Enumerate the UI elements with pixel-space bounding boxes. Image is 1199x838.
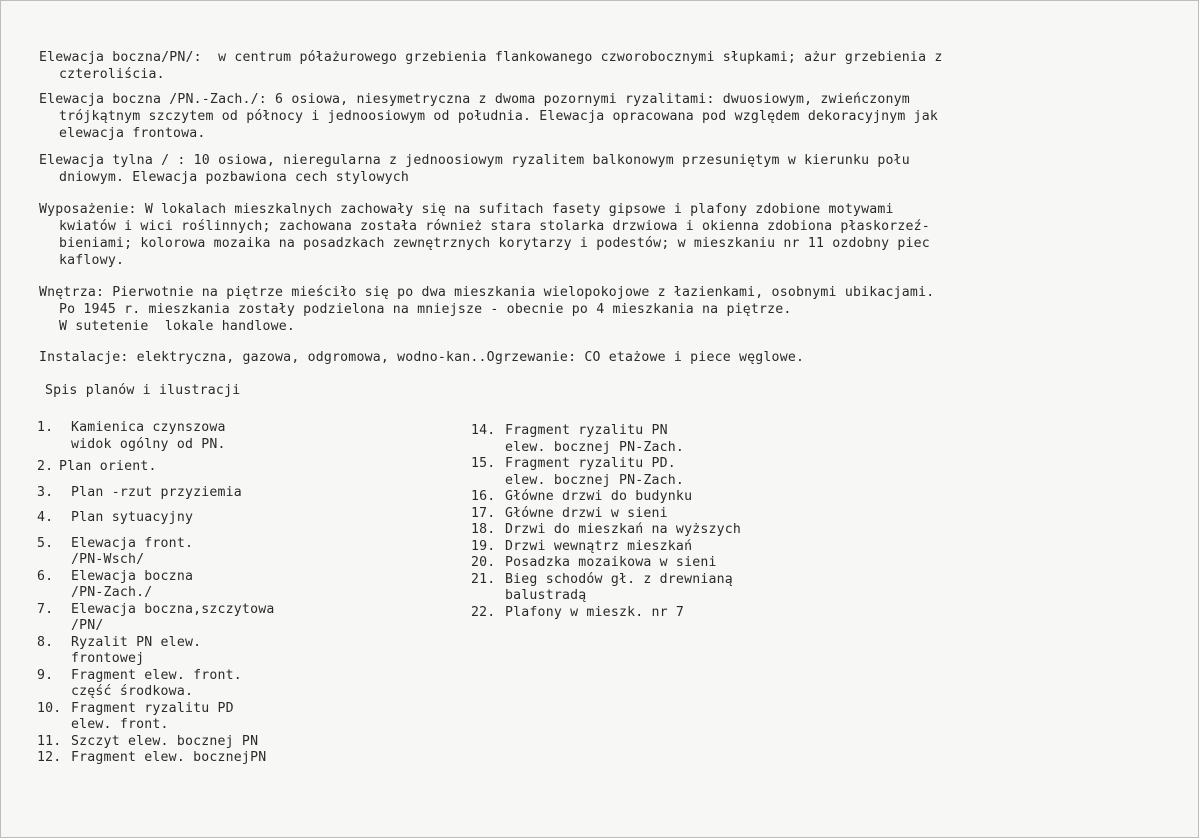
item-text: Fragment ryzalitu PD <box>71 700 234 716</box>
item-number: 6. <box>37 568 54 584</box>
item-number: 4. <box>37 510 54 525</box>
item-text: Fragment ryzalitu PD. <box>505 456 676 471</box>
text-line: Wnętrza: Pierwotnie na piętrze mieściło się po dwa mieszkania wielopokojowe z łazienkami, osobnymi ubikacjami. <box>39 285 935 300</box>
item-text: Elewacja front. <box>71 535 194 551</box>
item-number: 8. <box>37 634 54 650</box>
item-number: 21. <box>471 571 496 587</box>
item-number: 18. <box>471 522 496 537</box>
item-text: Elewacja boczna <box>71 568 194 584</box>
item-text: Posadzka mozaikowa w sieni <box>505 555 717 570</box>
item-text: Ryzalit PN elew. <box>71 634 202 650</box>
item-number: 17. <box>471 505 496 521</box>
list-heading: Spis planów i ilustracji <box>45 383 241 398</box>
text-line: czteroliścia. <box>59 67 165 82</box>
text-line: kwiatów i wici roślinnych; zachowana została również stara stolarka drzwiowa i okienna zdobiona płaskorzeź- <box>59 219 930 234</box>
list-item <box>471 489 871 506</box>
text-line: trójkątnym szczytem od północy i jednoosiowym od południa. Elewacja opracowana pod względem dekoracyjnym jak <box>59 109 939 124</box>
text-line: Elewacja boczna/PN/: w centrum półażurowego grzebienia flankowanego czworobocznymi słupkami; ażur grzebienia z <box>39 50 943 65</box>
list-item <box>471 572 871 605</box>
item-text: Główne drzwi do budynku <box>505 489 693 504</box>
item-text: Fragment elew. front. <box>71 667 242 683</box>
text-line: elewacja frontowa. <box>59 126 206 141</box>
item-text: Plan orient. <box>59 459 157 474</box>
list-item <box>471 539 871 556</box>
text-line: dniowym. Elewacja pozbawiona cech stylowych <box>59 170 410 185</box>
list-item <box>471 423 871 456</box>
item-number: 5. <box>37 535 54 551</box>
list-item <box>471 456 871 489</box>
item-number: 20. <box>471 555 496 570</box>
item-number: 7. <box>37 601 54 617</box>
item-text: Kamienica czynszowa <box>71 420 226 435</box>
item-number: 1. <box>37 420 54 435</box>
paragraph-installations <box>39 349 1149 366</box>
item-text: Bieg schodów gł. z drewnianą <box>505 571 733 587</box>
item-number: 2. <box>37 459 54 474</box>
list-item <box>37 635 457 668</box>
list-item <box>37 510 457 527</box>
item-text: Szczyt elew. bocznej PN <box>71 733 259 749</box>
item-text: Plan sytuacyjny <box>71 510 194 525</box>
item-text: /PN-Wsch/ <box>71 552 145 567</box>
item-text: Plan -rzut przyziemia <box>71 484 242 500</box>
item-number: 10. <box>37 700 62 716</box>
list-item <box>471 555 871 572</box>
list-item <box>37 668 457 701</box>
item-number: 11. <box>37 733 62 749</box>
text-line: Instalacje: elektryczna, gazowa, odgromowa, wodno-kan..Ogrzewanie: CO etażowe i piece węglowe. <box>39 350 805 365</box>
list-item <box>37 420 457 453</box>
item-text: widok ogólny od PN. <box>71 436 226 452</box>
item-text: elew. bocznej PN-Zach. <box>505 439 685 455</box>
paragraph-side-elevation-north <box>39 49 1149 83</box>
item-text: /PN/ <box>71 618 104 633</box>
item-number: 9. <box>37 667 54 683</box>
item-text: /PN-Zach./ <box>71 585 153 600</box>
item-text: balustradą <box>505 588 587 603</box>
item-text: Fragment ryzalitu PN <box>505 423 668 438</box>
list-item <box>471 605 871 622</box>
item-number: 15. <box>471 456 496 471</box>
illustrations-list-left <box>37 420 457 767</box>
text-line: Elewacja tylna / : 10 osiowa, nieregularna z jednoosiowym ryzalitem balkonowym przesuniętym w kierunku połu <box>39 153 910 168</box>
list-item <box>471 506 871 523</box>
item-text: Elewacja boczna,szczytowa <box>71 601 275 617</box>
list-item <box>37 734 457 751</box>
paragraph-interiors <box>39 284 1149 335</box>
list-item <box>471 522 871 539</box>
text-line: bieniami; kolorowa mozaika na posadzkach zewnętrznych korytarzy i podestów; w mieszkaniu nr 11 ozdobny piec <box>59 236 930 251</box>
list-item <box>37 485 457 502</box>
item-text: Drzwi wewnątrz mieszkań <box>505 538 693 554</box>
item-text: Główne drzwi w sieni <box>505 505 668 521</box>
list-item <box>37 701 457 734</box>
item-text: frontowej <box>71 651 145 666</box>
item-text: część środkowa. <box>71 684 194 699</box>
list-item <box>37 459 457 476</box>
text-line: Po 1945 r. mieszkania zostały podzielona na mniejsze - obecnie po 4 mieszkania na piętrze. <box>59 302 792 317</box>
text-line: Elewacja boczna /PN.-Zach./: 6 osiowa, niesymetryczna z dwoma pozornymi ryzalitami: dwuosiowym, zwieńczonym <box>39 92 910 107</box>
item-number: 12. <box>37 750 62 765</box>
item-text: Plafony w mieszk. nr 7 <box>505 604 685 620</box>
item-number: 14. <box>471 423 496 438</box>
illustrations-list-right <box>471 423 871 621</box>
item-number: 19. <box>471 538 496 554</box>
text-line: W sutetenie lokale handlowe. <box>59 319 296 334</box>
item-text: Fragment elew. bocznejPN <box>71 750 267 765</box>
text-line: kaflowy. <box>59 253 125 268</box>
item-number: 3. <box>37 484 54 500</box>
list-item <box>37 602 457 635</box>
list-item <box>37 750 457 767</box>
paragraph-furnishings <box>39 201 1149 269</box>
list-item <box>37 536 457 569</box>
item-text: Drzwi do mieszkań na wyższych <box>505 522 742 537</box>
item-text: elew. front. <box>71 717 169 732</box>
item-number: 22. <box>471 604 496 620</box>
text-line: Wyposażenie: W lokalach mieszkalnych zachowały się na sufitach fasety gipsowe i plafony zdobione motywami <box>39 202 894 217</box>
item-number: 16. <box>471 489 496 504</box>
item-text: elew. bocznej PN-Zach. <box>505 472 685 488</box>
list-item <box>37 569 457 602</box>
paragraph-side-elevation-northwest <box>39 91 1149 142</box>
paragraph-rear-elevation <box>39 152 1149 186</box>
